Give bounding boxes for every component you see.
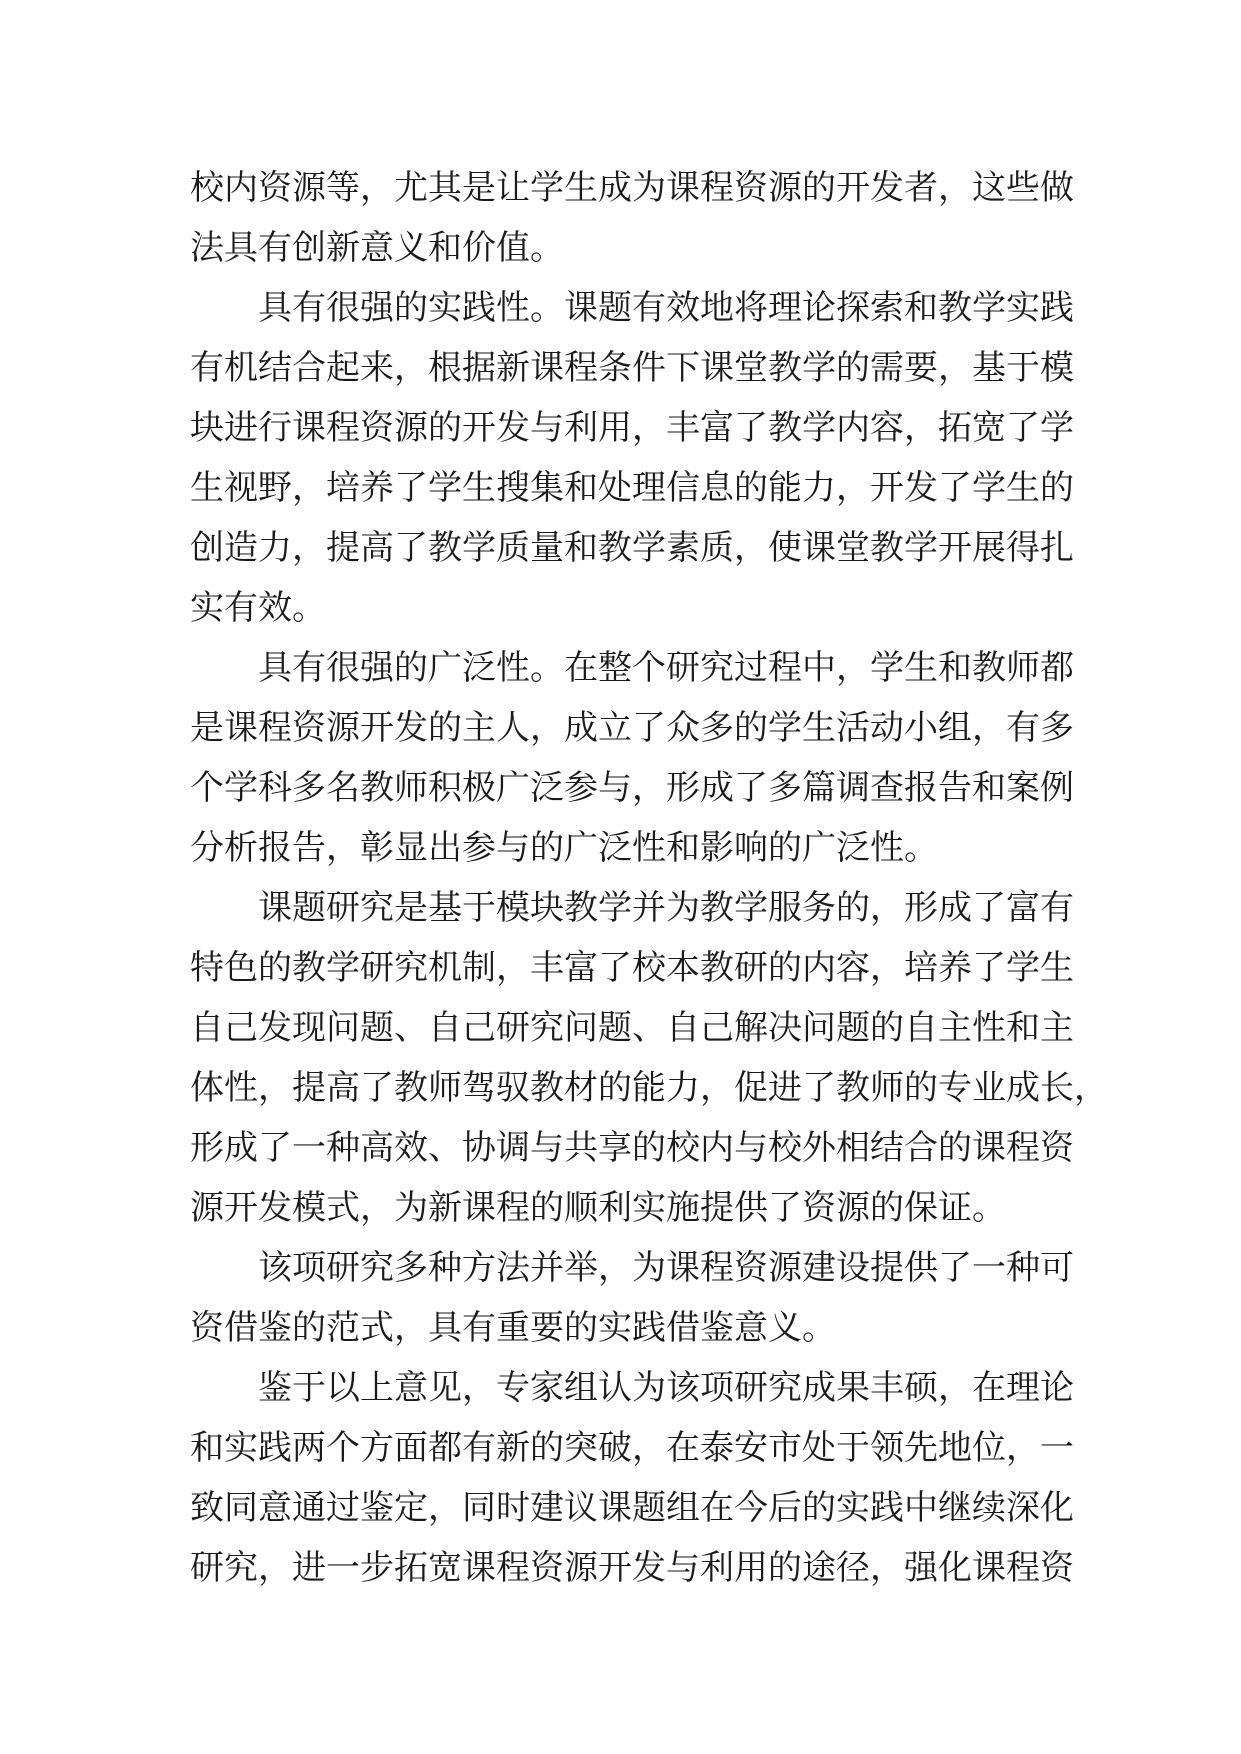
paragraph-6-line-1: 鉴于以上意见，专家组认为该项研究成果丰硕，在理论 xyxy=(258,1368,1074,1408)
paragraph-2-line-4: 生视野，培养了学生搜集和处理信息的能力，开发了学生的 xyxy=(190,468,1074,508)
document-body xyxy=(190,158,1108,1598)
paragraph-4-line-4: 体性，提高了教师驾驭教材的能力，促进了教师的专业成长， xyxy=(190,1068,1108,1108)
paragraph-2-line-3: 块进行课程资源的开发与利用，丰富了教学内容，拓宽了学 xyxy=(190,408,1074,448)
paragraph-5-line-1: 该项研究多种方法并举，为课程资源建设提供了一种可 xyxy=(258,1248,1074,1288)
paragraph-4-line-1: 课题研究是基于模块教学并为教学服务的，形成了富有 xyxy=(258,888,1074,928)
paragraph-4-line-6: 源开发模式，为新课程的顺利实施提供了资源的保证。 xyxy=(190,1188,1006,1228)
paragraph-3-line-1: 具有很强的广泛性。在整个研究过程中，学生和教师都 xyxy=(258,648,1074,688)
paragraph-6-line-4: 研究，进一步拓宽课程资源开发与利用的途径，强化课程资 xyxy=(190,1548,1074,1588)
paragraph-2-line-1: 具有很强的实践性。课题有效地将理论探索和教学实践 xyxy=(258,288,1074,328)
paragraph-1-line-1: 校内资源等，尤其是让学生成为课程资源的开发者，这些做 xyxy=(190,168,1074,208)
paragraph-1-line-2: 法具有创新意义和价值。 xyxy=(190,228,564,268)
paragraph-6-line-2: 和实践两个方面都有新的突破，在泰安市处于领先地位，一 xyxy=(190,1428,1074,1468)
paragraph-5-line-2: 资借鉴的范式，具有重要的实践借鉴意义。 xyxy=(190,1308,836,1348)
paragraph-4-line-3: 自己发现问题、自己研究问题、自己解决问题的自主性和主 xyxy=(190,1008,1074,1048)
paragraph-6-line-3: 致同意通过鉴定，同时建议课题组在今后的实践中继续深化 xyxy=(190,1488,1074,1528)
paragraph-3-line-4: 分析报告，彰显出参与的广泛性和影响的广泛性。 xyxy=(190,828,938,868)
paragraph-2-line-5: 创造力，提高了教学质量和教学素质，使课堂教学开展得扎 xyxy=(190,528,1074,568)
paragraph-3-line-3: 个学科多名教师积极广泛参与，形成了多篇调查报告和案例 xyxy=(190,768,1074,808)
paragraph-3-line-2: 是课程资源开发的主人，成立了众多的学生活动小组，有多 xyxy=(190,708,1074,748)
paragraph-2-line-2: 有机结合起来，根据新课程条件下课堂教学的需要，基于模 xyxy=(190,348,1074,388)
paragraph-4-line-2: 特色的教学研究机制，丰富了校本教研的内容，培养了学生 xyxy=(190,948,1074,988)
paragraph-2-line-6: 实有效。 xyxy=(190,588,326,628)
paragraph-4-line-5: 形成了一种高效、协调与共享的校内与校外相结合的课程资 xyxy=(190,1128,1074,1168)
